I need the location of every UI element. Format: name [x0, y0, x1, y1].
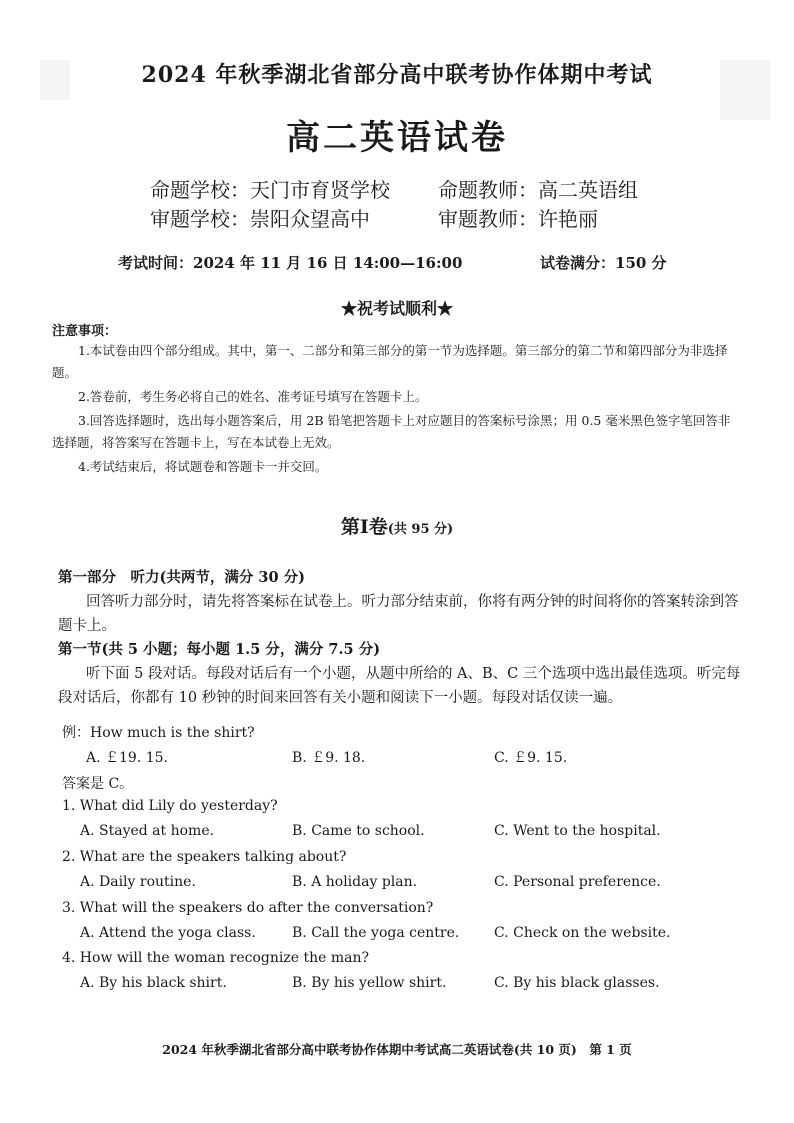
- q2-option-a: A. Daily routine.: [80, 874, 196, 890]
- question-1: 1. What did Lily do yesterday?: [62, 798, 278, 814]
- blessing: ★祝考试顺利★: [340, 299, 453, 318]
- volume-heading: [0, 512, 794, 539]
- section1-heading: 第一节(共 5 小题；每小题 1.5 分，满分 7.5 分): [58, 641, 381, 658]
- q3-option-c: C. Check on the website.: [494, 925, 671, 941]
- volume-score: (共 95 分): [387, 522, 454, 537]
- note-item: 2.答卷前，考生务必将自己的姓名、准考证号填写在答题卡上。: [78, 389, 428, 404]
- q3-option-b: B. Call the yoga centre.: [292, 925, 460, 941]
- reviewer-teacher: 审题教师：许艳丽: [438, 207, 598, 231]
- part1-block: [58, 566, 746, 710]
- reviewer-school: 审题学校：崇阳众望高中: [150, 207, 370, 231]
- q4-option-c: C. By his black glasses.: [494, 975, 660, 991]
- example-answer: 答案是 C。: [62, 776, 134, 792]
- setter-school: 命题学校：天门市育贤学校: [150, 178, 390, 202]
- exam-time: 考试时间：2024 年 11 月 16 日 14:00—16:00: [118, 254, 463, 272]
- note-item: 1.本试卷由四个部分组成。其中，第一、二部分和第三部分的第一节为选择题。第三部分的第二节和第四部分为非选择题。: [52, 343, 728, 380]
- note-item: 3.回答选择题时，选出每小题答案后，用 2B 铅笔把答题卡上对应题目的答案标号涂黑；用 0.5 毫米黑色签字笔回答非选择题，将答案写在答题卡上，写在本试卷上无效。: [52, 413, 731, 450]
- q2-option-c: C. Personal preference.: [494, 874, 661, 890]
- part1-intro: 回答听力部分时，请先将答案标在试卷上。听力部分结束前，你将有两分钟的时间将你的答案转涂到答题卡上。: [58, 594, 739, 634]
- question-2: 2. What are the speakers talking about?: [62, 849, 347, 865]
- example-question: 例：How much is the shirt?: [62, 725, 255, 741]
- section1-intro: 听下面 5 段对话。每段对话后有一个小题，从题中所给的 A、B、C 三个选项中选出最佳选项。听完每段对话后，你都有 10 秒钟的时间来回答有关小题和阅读下一小题。每段对话仅读一遍。: [58, 666, 741, 706]
- example-option-c: C. ￡9. 15.: [494, 750, 568, 766]
- notes-heading: 注意事项：: [52, 324, 118, 339]
- notes-list: [52, 340, 742, 480]
- example-option-b: B. ￡9. 18.: [292, 750, 366, 766]
- part1-heading: 第一部分 听力(共两节，满分 30 分): [58, 569, 305, 586]
- question-3: 3. What will the speakers do after the conversation?: [62, 900, 434, 916]
- q2-option-b: B. A holiday plan.: [292, 874, 418, 890]
- q1-option-c: C. Went to the hospital.: [494, 823, 661, 839]
- exam-title: 2024 年秋季湖北省部分高中联考协作体期中考试: [141, 62, 653, 88]
- volume-title: 第Ⅰ卷: [340, 516, 388, 538]
- q1-option-b: B. Came to school.: [292, 823, 425, 839]
- paper-title: 高二英语试卷: [286, 118, 508, 158]
- setter-teacher: 命题教师：高二英语组: [438, 178, 638, 202]
- q1-option-a: A. Stayed at home.: [80, 823, 215, 839]
- example-option-a: A. ￡19. 15.: [86, 750, 168, 766]
- question-4: 4. How will the woman recognize the man?: [62, 950, 369, 966]
- page-footer: 2024 年秋季湖北省部分高中联考协作体期中考试高二英语试卷(共 10 页) 第 1 页: [162, 1042, 632, 1057]
- full-score: 试卷满分：150 分: [540, 254, 667, 272]
- q4-option-a: A. By his black shirt.: [80, 975, 227, 991]
- note-item: 4.考试结束后，将试题卷和答题卡一并交回。: [78, 459, 328, 474]
- q3-option-a: A. Attend the yoga class.: [80, 925, 256, 941]
- q4-option-b: B. By his yellow shirt.: [292, 975, 447, 991]
